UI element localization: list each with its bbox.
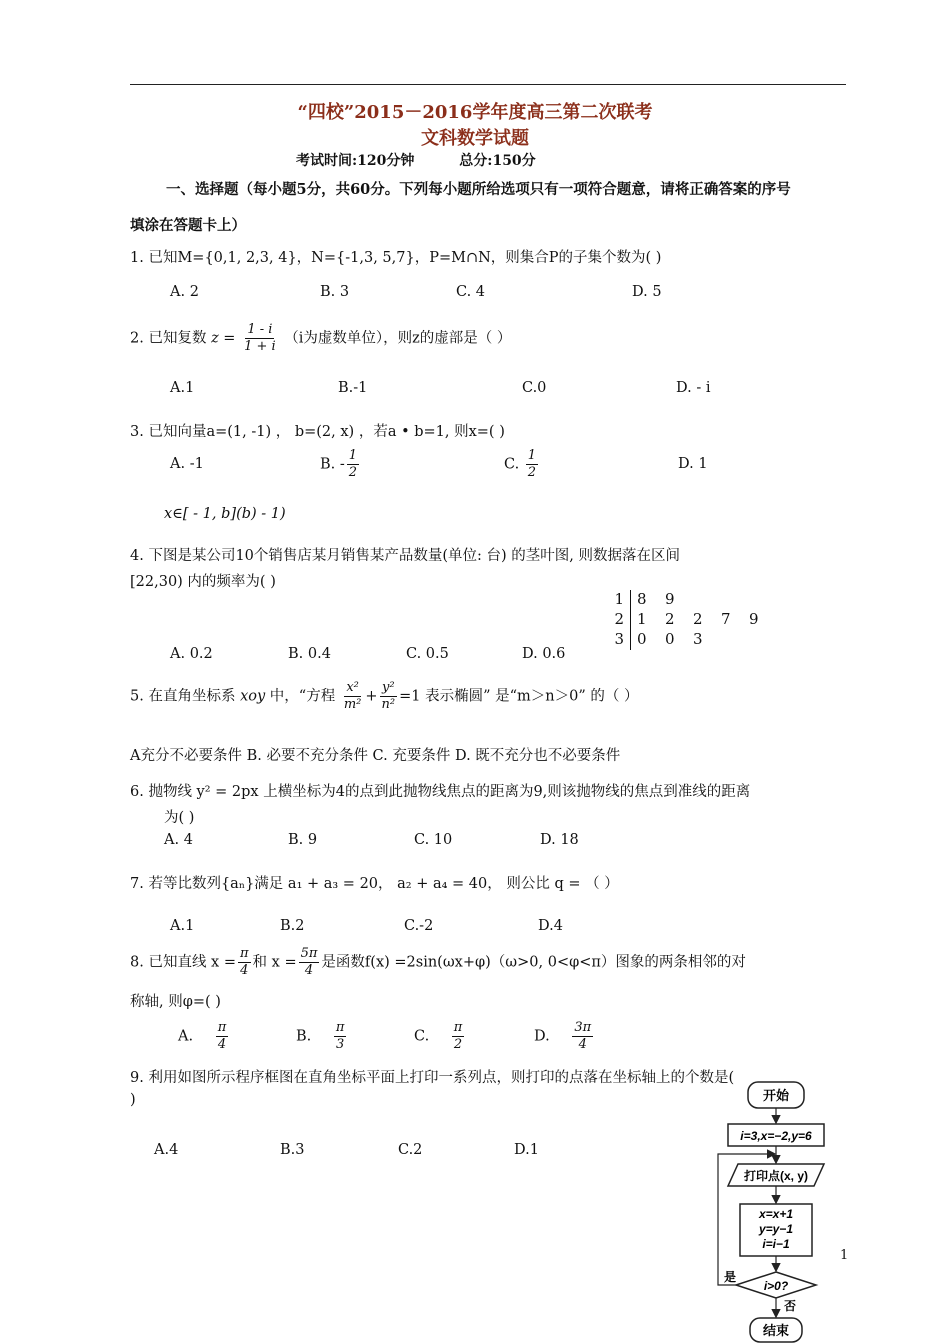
q8-option-d: D. $\frac{3\pi}{4}$ [534,1020,592,1052]
q7-option-a: A.1 [170,918,195,934]
question-7-text: 7. 若等比数列{aₙ}满足 a₁ + a₃ = 20， a₂ + a₄ = 40， 则公比 q = （ ） [130,876,619,892]
exam-title: “四校”2015－2016学年度高三第二次联考 [297,102,653,123]
stem-leaf-plot [608,590,777,650]
q9-option-b: B.3 [280,1142,305,1158]
q6-option-d: D. 18 [540,832,579,848]
q8-option-c: C. $\frac{\pi}{2}$ [414,1020,463,1052]
page-number: 1 [840,1248,849,1263]
q9-option-a: A.4 [154,1142,179,1158]
flow-update-line1: x=x+1 [758,1207,794,1221]
flow-start-text: 开始 [762,1088,790,1103]
question-6-line1: 6. 抛物线 y² = 2px 上横坐标为4的点到此抛物线焦点的距离为9,则该抛物线的焦点到准线的距离 [130,784,751,800]
question-8-line2: 称轴, 则φ=( ) [130,994,221,1010]
q1-option-b: B. 3 [320,284,350,300]
q9-option-d: D.1 [514,1142,539,1158]
q7-option-c: C.-2 [404,918,434,934]
stem-row-3: 3 0 0 3 [614,630,703,648]
q9-option-c: C.2 [398,1142,423,1158]
exam-score: 总分:150分 [459,153,536,169]
flow-update-line3: i=i−1 [762,1237,790,1251]
flow-decision-text: i>0? [763,1279,789,1293]
q2-option-b: B.-1 [338,380,368,396]
section-heading-line2: 填涂在答题卡上） [130,217,246,234]
q2-fraction: $\frac{1 - i}{1 + i}$ [244,322,276,354]
exam-meta [296,150,536,170]
q7-option-d: D.4 [538,918,563,934]
question-9-line1: 9. 利用如图所示程序框图在直角坐标平面上打印一系列点，则打印的点落在坐标轴上的个数是( [130,1070,735,1086]
q2-option-a: A.1 [170,380,195,396]
flow-end-text: 结束 [762,1323,790,1338]
flow-yes-label: 是 [724,1270,737,1284]
question-3-text: 3. 已知向量a=(1, -1) ， b=(2, x) ，若a • b=1, 则x=( ) [130,424,505,440]
q1-option-c: C. 4 [456,284,486,300]
section-heading-line1: 一、选择题（每小题5分，共60分。下列每小题所给选项只有一项符合题意，请将正确答案的序号 [166,181,791,198]
q3-option-d: D. 1 [678,456,708,472]
q6-option-b: B. 9 [288,832,318,848]
question-1-text: 1. 已知M={0,1, 2,3, 4}，N={-1,3, 5,7}，P=M∩N，则集合P的子集个数为( ) [130,250,662,266]
q1-option-a: A. 2 [170,284,199,300]
q2-option-c: C.0 [522,380,547,396]
stem-row-2: 2 1 2 2 7 9 [614,610,759,628]
question-2-text: 2. 已知复数 z = $\frac{1 - i}{1 + i}$ （i为虚数单位），则z的虚部是（ ） [130,322,512,354]
q4-option-b: B. 0.4 [288,646,331,662]
q2-option-d: D. - i [676,380,711,396]
question-9-line2: ) [130,1092,136,1108]
question-5-text: 5. 在直角坐标系 xoy 中，“方程 $\frac{\text{x²}}{\text{m²}}$ + $\frac{\text{y²}}{\text{n²}}$ =1 表示椭圆” 是“m＞n＞0” 的（ ） [130,680,639,712]
q3-option-a: A. -1 [170,456,204,472]
stem-row-1: 1 8 9 [614,590,675,608]
program-flowchart [700,1078,850,1344]
q5-options: A充分不必要条件 B. 必要不充分条件 C. 充要条件 D. 既不充分也不必要条件 [130,748,621,764]
question-6-line2: 为( ) [164,810,195,826]
exam-time: 考试时间:120分钟 [296,153,415,169]
q8-option-a: A. $\frac{\pi}{4}$ [178,1020,227,1052]
q4-option-d: D. 0.6 [522,646,566,662]
q6-option-c: C. 10 [414,832,453,848]
flow-update-line2: y=y−1 [758,1222,794,1236]
question-4-line1: 4. 下图是某公司10个销售店某月销售某产品数量(单位: 台) 的茎叶图, 则数据落在区间 [130,548,681,564]
exam-subtitle: 文科数学试题 [421,128,529,149]
q6-option-a: A. 4 [164,832,193,848]
q3-option-b: B. - $\frac{1}{2}$ [320,448,358,480]
question-8-text: 8. 已知直线 x = $\frac{\pi}{4}$ 和 x = $\frac{5\pi}{4}$ 是函数f(x) =2sin(ωx+φ)（ω>0, 0<φ<π）图象的两条相邻的对 [130,946,746,978]
q4-option-c: C. 0.5 [406,646,449,662]
q4-option-a: A. 0.2 [170,646,213,662]
q7-option-b: B.2 [280,918,305,934]
q1-option-d: D. 5 [632,284,662,300]
flow-print-text: 打印点(x, y) [743,1169,809,1183]
flow-no-label: 否 [784,1299,797,1313]
q8-option-b: B. $\frac{\pi}{3}$ [296,1020,345,1052]
question-4-line2: [22,30) 内的频率为( ) [130,574,276,590]
top-rule [130,84,846,85]
stray-formula: x∈[ - 1, b](b) - 1) [164,506,286,522]
flow-init-text: i=3,x=−2,y=6 [740,1129,812,1143]
q3-option-c: C. $\frac{1}{2}$ [504,448,537,480]
